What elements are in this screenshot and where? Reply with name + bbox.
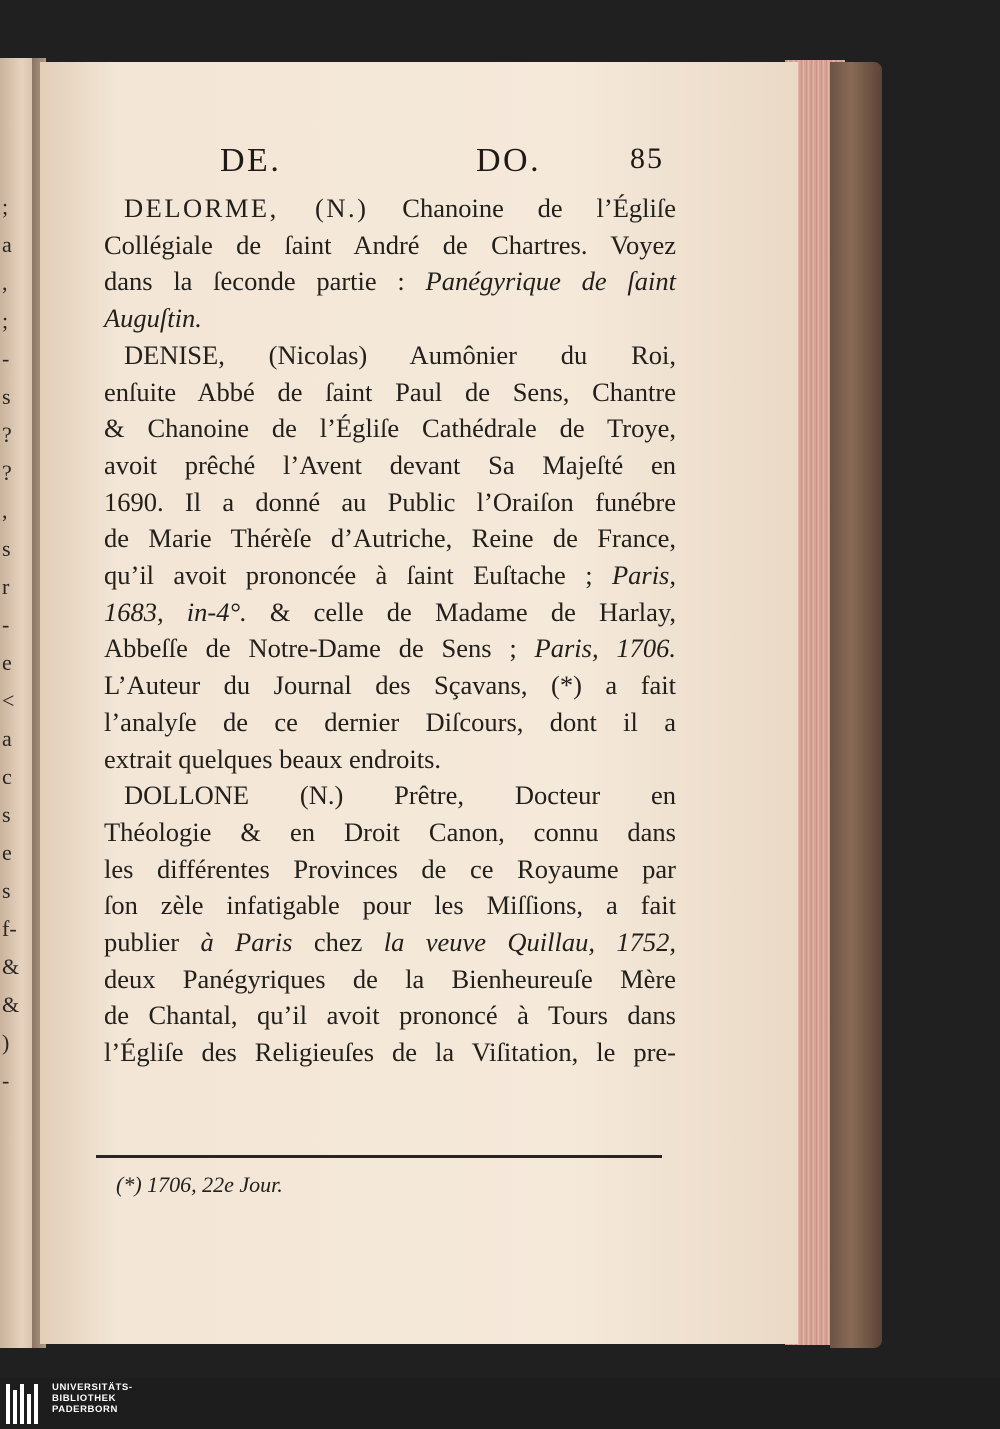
text-line: DELORME, (N.) Chanoine de l’Égliſe <box>124 193 676 223</box>
running-header <box>220 142 680 188</box>
page-text <box>104 190 676 1071</box>
text-line: Auguſtin. <box>104 303 202 334</box>
left-edge-char: r <box>2 574 10 599</box>
left-edge-char: & <box>2 992 20 1017</box>
library-logo-icon <box>6 1384 42 1424</box>
left-edge-char: a <box>2 232 12 257</box>
left-page-edge-characters <box>2 188 32 1100</box>
left-edge-char: s <box>2 384 11 409</box>
left-edge-char: ? <box>2 460 12 485</box>
left-edge-char: - <box>2 612 10 637</box>
left-edge-char: c <box>2 764 12 789</box>
left-edge-char: ) <box>2 1030 10 1055</box>
text-line: DOLLONE (N.) Prêtre, Docteur en <box>124 780 676 811</box>
text-line: L’Auteur du Journal des Sçavans, (*) a fait <box>104 670 676 701</box>
left-edge-char: s <box>2 878 11 903</box>
text-line: extrait quelques beaux endroits. <box>104 743 442 774</box>
text-line: avoit prêché l’Avent devant Sa Majeſté en <box>104 449 676 480</box>
left-edge-char: a <box>2 726 12 751</box>
text-line: qu’il avoit prononcée à ſaint Euſtache ; Paris, <box>104 560 676 591</box>
left-edge-char: , <box>2 498 8 523</box>
left-edge-char: < <box>2 688 15 713</box>
text-line: publier à Paris chez la veuve Quillau, 1752, <box>104 927 676 958</box>
text-line: & Chanoine de l’Égliſe Cathédrale de Troye, <box>104 413 676 444</box>
footnote-rule <box>96 1155 662 1158</box>
text-line: de Marie Thérèſe d’Autriche, Reine de France, <box>104 523 676 554</box>
text-line: DENISE, (Nicolas) Aumônier du Roi, <box>124 339 676 370</box>
text-line: l’Égliſe des Religieuſes de la Viſitation, le pre- <box>104 1037 676 1068</box>
text-line: Abbeſſe de Notre-Dame de Sens ; Paris, 1706. <box>104 633 676 664</box>
text-line: de Chantal, qu’il avoit prononcé à Tours dans <box>104 1000 676 1031</box>
left-edge-char: - <box>2 346 10 371</box>
left-edge-char: ; <box>2 308 9 333</box>
text-line: 1683, in-4°. & celle de Madame de Harlay, <box>104 596 676 627</box>
page-number: 85 <box>630 142 664 175</box>
text-line: 1690. Il a donné au Public l’Oraiſon funébre <box>104 486 676 517</box>
left-edge-char: , <box>2 270 8 295</box>
book-cover-edge <box>830 62 882 1348</box>
left-edge-char: ; <box>2 194 9 219</box>
text-line: Collégiale de ſaint André de Chartres. Voyez <box>104 229 676 260</box>
left-edge-char: s <box>2 802 11 827</box>
left-edge-char: f- <box>2 916 17 941</box>
header-center: DO. <box>476 142 542 179</box>
text-line: l’analyſe de ce dernier Diſcours, dont il a <box>104 706 676 737</box>
left-edge-char: & <box>2 954 20 979</box>
library-footer <box>0 1378 1000 1429</box>
library-logo-text: UNIVERSITÄTS- BIBLIOTHEK PADERBORN <box>52 1382 133 1415</box>
text-line: deux Panégyriques de la Bienheureuſe Mère <box>104 963 676 994</box>
left-edge-char: e <box>2 650 12 675</box>
left-edge-char: ? <box>2 422 12 447</box>
text-line: dans la ſeconde partie : Panégyrique de ſaint <box>104 266 677 297</box>
text-line: enſuite Abbé de ſaint Paul de Sens, Chantre <box>104 376 676 407</box>
left-edge-char: e <box>2 840 12 865</box>
text-line: les différentes Provinces de ce Royaume par <box>104 853 676 884</box>
left-edge-char: - <box>2 1068 10 1093</box>
footnote: (*) 1706, 22e Jour. <box>116 1172 283 1197</box>
header-left: DE. <box>220 142 282 179</box>
text-line: Théologie & en Droit Canon, connu dans <box>104 816 676 847</box>
text-line: ſon zèle infatigable pour les Miſſions, a fait <box>104 890 676 921</box>
left-edge-char: s <box>2 536 11 561</box>
